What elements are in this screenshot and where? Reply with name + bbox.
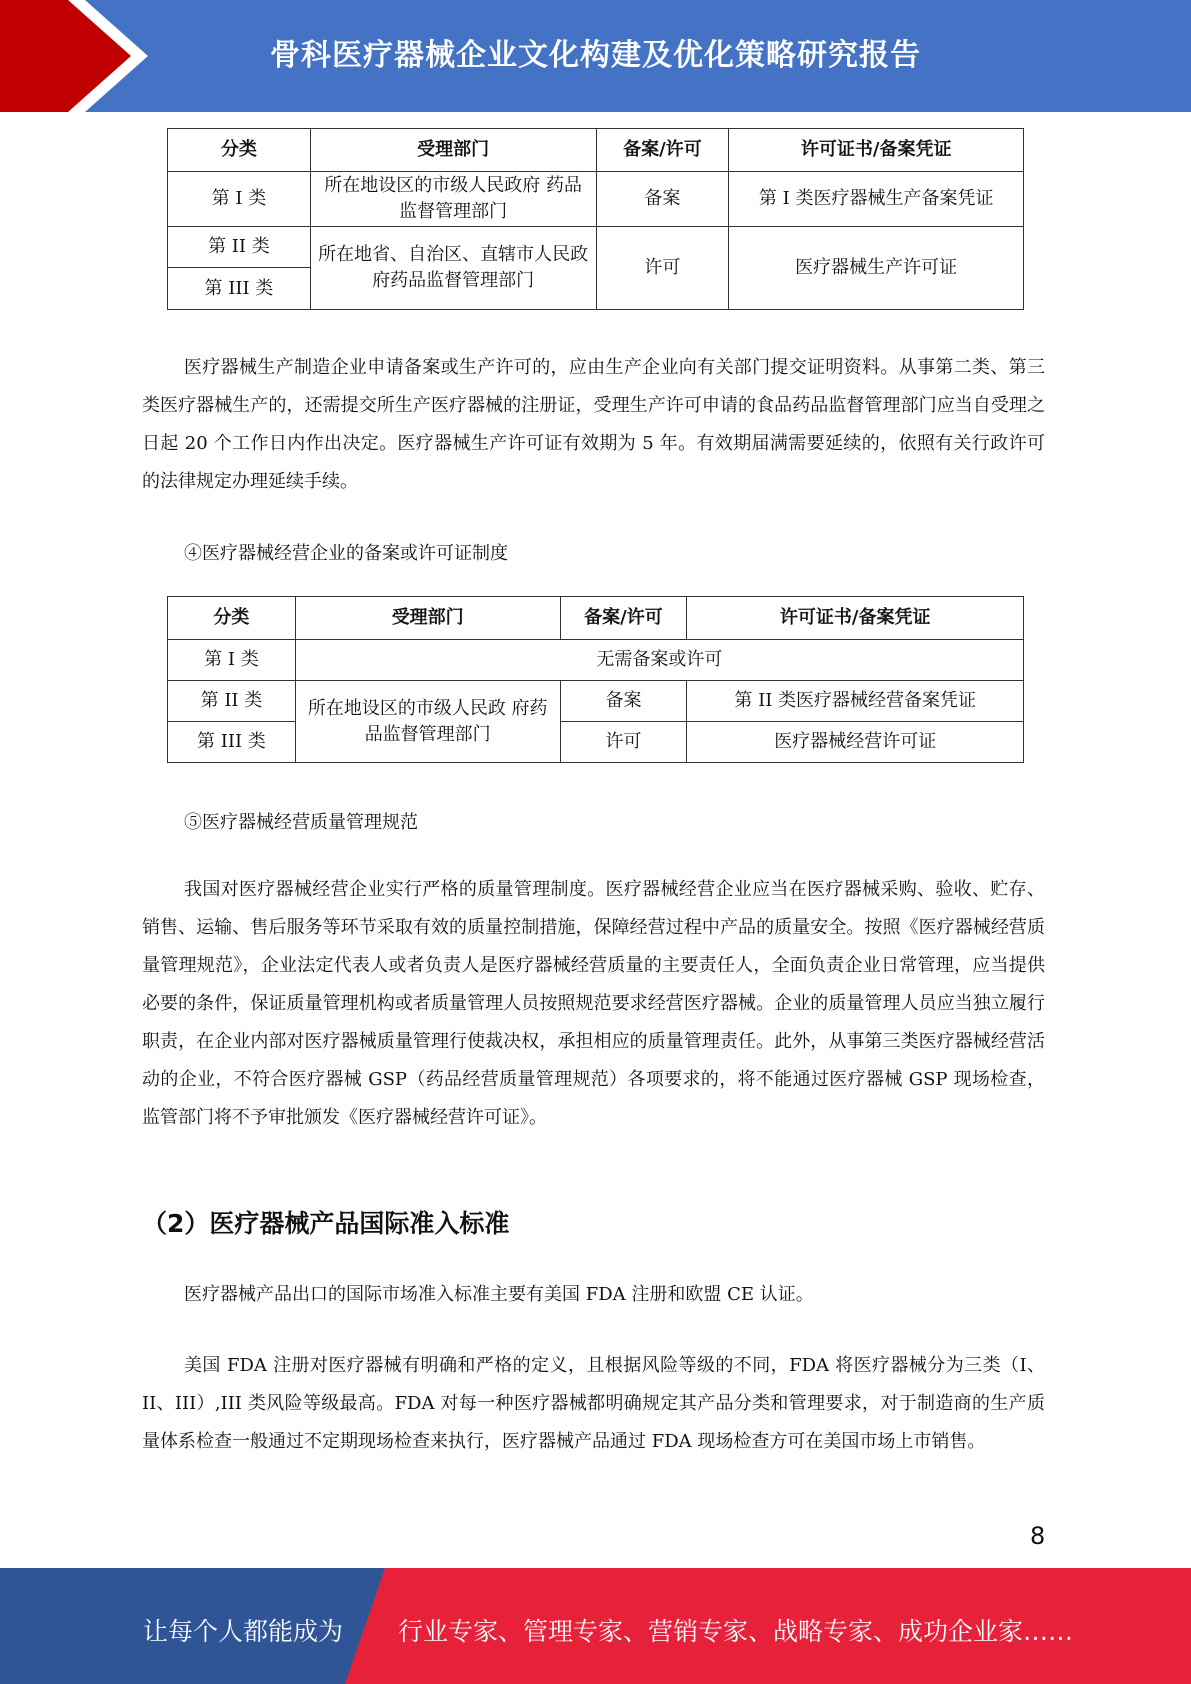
certificate-cell: 医疗器械经营许可证 [687, 722, 1024, 763]
operation-registration-table [167, 596, 1024, 763]
column-header: 受理部门 [295, 597, 560, 640]
category-cell: 第 II 类 [168, 227, 311, 268]
column-header: 分类 [168, 597, 296, 640]
certificate-cell: 第 II 类医疗器械经营备案凭证 [687, 681, 1024, 722]
department-cell: 所在地设区的市级人民政府 药品监督管理部门 [310, 172, 596, 227]
table-row [168, 172, 1024, 227]
type-cell: 备案 [560, 681, 687, 722]
section-title: （2）医疗器械产品国际准入标准 [142, 1209, 510, 1238]
paragraph-quality-management: 我国对医疗器械经营企业实行严格的质量管理制度。医疗器械经营企业应当在医疗器械采购、验收、贮存、销售、运输、售后服务等环节采取有效的质量控制措施，保障经营过程中产品的质量安全。按照《医疗器械经营质量管理规范》，企业法定代表人或者负责人是医疗器械经营质量的主要责任人，全面负责企业日常管理，应当提供必要的条件，保证质量管理机构或者质量管理人员按照规范要求经营医疗器械。企业的质量管理人员应当独立履行职责，在企业内部对医疗器械质量管理行使裁决权，承担相应的质量管理责任。此外，从事第三类医疗器械经营活动的企业，不符合医疗器械 GSP（药品经营质量管理规范）各项要求的，将不能通过医疗器械 GSP 现场检查，监管部门将不予审批颁发《医疗器械经营许可证》。 [142, 879, 1045, 1128]
department-cell: 所在地省、自治区、直辖市人民政府药品监督管理部门 [310, 227, 596, 310]
column-header: 受理部门 [310, 129, 596, 172]
production-registration-table [167, 128, 1024, 310]
merged-cell: 无需备案或许可 [295, 640, 1023, 681]
type-cell: 许可 [596, 227, 729, 310]
caption-operation-license: ④医疗器械经营企业的备案或许可证制度 [184, 543, 508, 564]
table-row [168, 681, 1024, 722]
column-header: 许可证书/备案凭证 [729, 129, 1024, 172]
table-row [168, 227, 1024, 268]
paragraph-fda-registration: 美国 FDA 注册对医疗器械有明确和严格的定义，且根据风险等级的不同，FDA 将医疗器械分为三类（I、II、III）,III 类风险等级最高。FDA 对每一种医疗器械都明确规定其产品分类和管理要求，对于制造商的生产质量体系检查一般通过不定期现场检查来执行，医疗器械产品通过 FDA 现场检查方可在美国市场上市销售。 [142, 1355, 1045, 1452]
type-cell: 备案 [596, 172, 729, 227]
certificate-cell: 第 I 类医疗器械生产备案凭证 [729, 172, 1024, 227]
category-cell: 第 III 类 [168, 722, 296, 763]
table-row [168, 640, 1024, 681]
category-cell: 第 II 类 [168, 681, 296, 722]
paragraph-market-access: 医疗器械产品出口的国际市场准入标准主要有美国 FDA 注册和欧盟 CE 认证。 [184, 1284, 814, 1305]
category-cell: 第 I 类 [168, 172, 311, 227]
type-cell: 许可 [560, 722, 687, 763]
table-header-row [168, 129, 1024, 172]
category-cell: 第 III 类 [168, 268, 311, 310]
department-cell: 所在地设区的市级人民政 府药品监督管理部门 [295, 681, 560, 763]
caption-quality-management: ⑤医疗器械经营质量管理规范 [184, 812, 418, 833]
column-header: 分类 [168, 129, 311, 172]
column-header: 许可证书/备案凭证 [687, 597, 1024, 640]
certificate-cell: 医疗器械生产许可证 [729, 227, 1024, 310]
column-header: 备案/许可 [596, 129, 729, 172]
paragraph-production-license: 医疗器械生产制造企业申请备案或生产许可的，应由生产企业向有关部门提交证明资料。从事第二类、第三类医疗器械生产的，还需提交所生产医疗器械的注册证，受理生产许可申请的食品药品监督管理部门应当自受理之日起 20 个工作日内作出决定。医疗器械生产许可证有效期为 5 年。有效期届满需要延续的，依照有关行政许可的法律规定办理延续手续。 [142, 357, 1045, 492]
footer-slogan-right: 行业专家、管理专家、营销专家、战略专家、成功企业家…… [398, 1617, 1074, 1646]
table-header-row [168, 597, 1024, 640]
page-header [0, 0, 1191, 112]
header-title: 骨科医疗器械企业文化构建及优化策略研究报告 [270, 38, 921, 73]
category-cell: 第 I 类 [168, 640, 296, 681]
column-header: 备案/许可 [560, 597, 687, 640]
footer-slogan-left: 让每个人都能成为 [143, 1617, 344, 1646]
page-number: 8 [1030, 1522, 1046, 1550]
